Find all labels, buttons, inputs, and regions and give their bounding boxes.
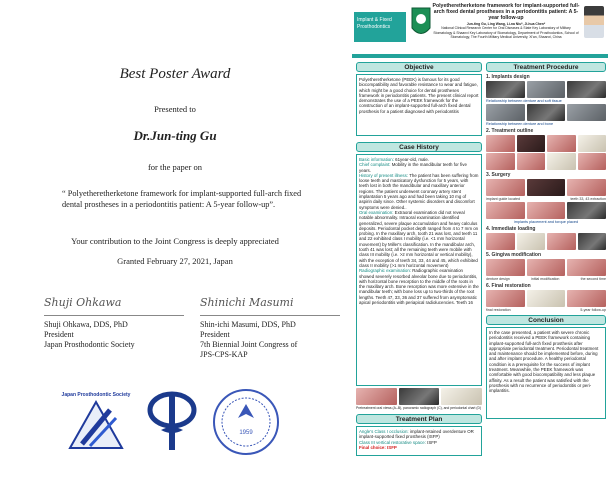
step-3-image bbox=[567, 179, 606, 196]
case-photo bbox=[356, 388, 397, 405]
step-5-caption-b: initial modification bbox=[531, 277, 560, 281]
poster-authors bbox=[432, 22, 580, 40]
step-4-image bbox=[547, 233, 576, 250]
step-2-images-b bbox=[486, 153, 606, 170]
step-6-image bbox=[486, 290, 525, 307]
signatory-2-org2: JPS-CPS-KAP bbox=[200, 350, 248, 359]
case-history-heading: Case History bbox=[356, 142, 482, 152]
step-2-image bbox=[547, 153, 576, 170]
case-figure-strip bbox=[356, 388, 482, 405]
for-paper-line: for the paper on bbox=[147, 162, 203, 172]
step-4-image bbox=[578, 233, 607, 250]
step-1-caption-b: Relationship between denture and bone bbox=[486, 122, 554, 126]
oral-exam: Extraoral examination did not reveal notable abnormality. Intraoral examination identified generalized, severe plaque accumulation and heavy calculus deposits. Periodontal pocket depth ranged from 4 to 7 mm on probing. In the maxillary arch, tooth 21 was lost, and teeth 11 and 22 exhibited class I mobility (i.e. <1 mm horizontal movement) by Miller's classification. In the mandibular arch, tooth 41 was lost; all the remaining teeth were mobile with class III mobility (i.e. >2 mm horizontal or vertical mobility), with the exception of teeth 34, 33, 44 and 45, which exhibited class II mobility (>1 mm horizontal movement) bbox=[359, 209, 479, 268]
emblem-wing bbox=[161, 427, 183, 433]
certificate-title: Best Poster Award bbox=[119, 66, 231, 82]
granted-date: Granted February 27, 2021, Japan bbox=[117, 256, 233, 266]
step-3-image bbox=[527, 202, 566, 219]
conclusion-text: In the case presented, a patient with severe chronic periodontitis received a PEEK framework containing implant-supported full-arch fixed prosthesis after appropriate periodontal treatment. Periodontal treatment and maintenance should be implemented before, during and after implant procedure. A healthy periodontal condition is a prerequisite for the success of implant treatment. Meanwhile, the PEEK framework was comfortable with good biocompatibility and less plaque affinity. As a result the patient was satisfied with the prosthesis with no recurrence of periodontitis or peri-implantitis. bbox=[486, 327, 606, 419]
recipient-name: Dr.Jun-ting Gu bbox=[133, 128, 217, 143]
emblem-logo bbox=[145, 390, 200, 454]
poster-left-column bbox=[356, 62, 482, 456]
plan-class3-text: ISFP bbox=[427, 439, 437, 445]
step-3-caption-c: implants placement and torque placed bbox=[513, 220, 579, 224]
author-photo bbox=[584, 6, 604, 38]
case-chart bbox=[441, 388, 482, 405]
emblem-staff bbox=[169, 394, 175, 450]
signatory-2-org: 7th Biennial Joint Congress of bbox=[200, 340, 298, 349]
signatory-2-name: Shin-ichi Masumi, DDS, PhD bbox=[200, 320, 296, 329]
step-5-image bbox=[486, 259, 525, 276]
step-6-images bbox=[486, 290, 606, 307]
plan-class-text: implant-retained overdenture OR implant-supported fixed prosthesis (ISFP) bbox=[359, 429, 474, 440]
step-2-image bbox=[517, 153, 546, 170]
poster-right-column bbox=[486, 62, 606, 419]
step-3-image bbox=[567, 202, 606, 219]
step-1-images-b bbox=[486, 104, 606, 121]
jps-logo bbox=[60, 388, 132, 456]
step-1-caption-a: Relationship between denture and soft tissue bbox=[486, 99, 562, 103]
step-6-title: 6. Final restoration bbox=[486, 283, 531, 289]
signatory-1-role: President bbox=[44, 330, 74, 339]
present-illness-label: History of present illness: bbox=[359, 172, 409, 178]
case-xray bbox=[399, 388, 440, 405]
present-illness: The patient has been suffering from loose teeth and masticatory dysfunction for 5 years, with teeth lost in both the mandibular and maxillary anterior regions. The patient underwent coronary artery stent implantation 5 years ago and had been taking 10 mg of aspirin daily since. Other systemic disorders and discomfort symptoms were denied.. bbox=[359, 172, 479, 210]
seal-year: 1959 bbox=[239, 430, 253, 436]
treatment-plan-text bbox=[356, 426, 482, 456]
signatory-1 bbox=[44, 298, 184, 350]
step-3-title: 3. Surgery bbox=[486, 172, 511, 178]
step-6-caption-a: final restoration bbox=[486, 308, 511, 312]
step-1-image bbox=[486, 81, 525, 98]
step-1-image bbox=[567, 81, 606, 98]
step-1-image bbox=[567, 104, 606, 121]
step-2-image bbox=[486, 135, 515, 152]
step-3-caption-a: implant guide located bbox=[486, 197, 520, 201]
emblem-center bbox=[416, 14, 426, 24]
radiographic-exam-label: Radiographic examination: bbox=[359, 268, 411, 274]
chief-complaint-label: Chief complaint: bbox=[359, 162, 391, 168]
step-5-image bbox=[527, 259, 566, 276]
step-5-captions bbox=[486, 277, 606, 281]
objective-text: Polyetheretherketone (PEEK) is famous for its good biocompatibility and favorable resistance to wear and fatigue, which might be a good choice for dental prostheses framework in periodontitis patients. The present clinical report demonstrates the use of a PEEK framework for the construction of an implant-supported full-arch fixed dental prosthesis for a patient diagnosed with periodontitis bbox=[356, 74, 482, 136]
society-seal bbox=[212, 388, 280, 456]
step-2-image bbox=[578, 135, 607, 152]
step-1-image bbox=[527, 104, 566, 121]
step-2-image bbox=[547, 135, 576, 152]
step-2-image bbox=[486, 153, 515, 170]
step-3-caption-b: teeth 33, 43 extraction bbox=[570, 197, 606, 201]
step-5-caption-a: denture design bbox=[486, 277, 510, 281]
step-4-image bbox=[517, 233, 546, 250]
plan-class3-label: Class III vertical restorative space: bbox=[359, 439, 426, 445]
signatory-2 bbox=[200, 298, 340, 360]
step-3-captions bbox=[486, 197, 606, 201]
case-history-text bbox=[356, 154, 482, 386]
chief-complaint: Mobility in the mandibular teeth for five years. bbox=[359, 162, 467, 173]
basic-info-label: Basic information: bbox=[359, 157, 394, 162]
step-1-title: 1. Implants design bbox=[486, 74, 530, 80]
procedure-heading: Treatment Procedure bbox=[486, 62, 606, 72]
step-5-caption-c: the second time bbox=[580, 277, 606, 281]
objective-heading: Objective bbox=[356, 62, 482, 72]
step-3-image bbox=[527, 179, 566, 196]
step-1-image bbox=[486, 104, 525, 121]
poster-header bbox=[352, 0, 608, 56]
step-2-images bbox=[486, 135, 606, 152]
conclusion-heading: Conclusion bbox=[486, 315, 606, 325]
step-3-images-b bbox=[486, 202, 606, 219]
step-3-image bbox=[486, 202, 525, 219]
step-6-image bbox=[527, 290, 566, 307]
signature-2: Shinichi Masumi bbox=[200, 298, 340, 316]
jps-logo-text: Japan Prosthodontic Society bbox=[61, 392, 131, 398]
step-6-caption-b: 5-year follow-up bbox=[580, 308, 606, 312]
presented-to: Presented to bbox=[154, 104, 196, 114]
step-2-title: 2. Treatment outline bbox=[486, 128, 534, 134]
step-1-images bbox=[486, 81, 606, 98]
poster-author-names: Jun-ting Gu, Ling Wang, Li-na Niu*, Ji-hua Chen* bbox=[466, 22, 546, 26]
step-4-image bbox=[486, 233, 515, 250]
poster-category-tag: Implant & Fixed Prosthodontics bbox=[354, 12, 406, 42]
step-6-captions bbox=[486, 308, 606, 312]
signatory-1-org: Japan Prosthodontic Society bbox=[44, 340, 135, 349]
plan-final-choice: Final choice: ISFP bbox=[359, 444, 397, 450]
university-emblem-icon bbox=[410, 6, 432, 40]
appreciation-line: Your contribution to the Joint Congress is deeply appreciated bbox=[71, 236, 279, 246]
step-5-images bbox=[486, 259, 606, 276]
signatory-2-role: President bbox=[200, 330, 230, 339]
research-poster bbox=[352, 0, 608, 503]
paper-title: “ Polyetheretherketone framework for implant-supported full-arch fixed dental prostheses in a periodontitis patient: A 5-year follow-up”. bbox=[62, 189, 302, 209]
treatment-plan-heading: Treatment Plan bbox=[356, 414, 482, 424]
step-2-image bbox=[517, 135, 546, 152]
header-band bbox=[352, 54, 608, 58]
radiographic-exam: Radiographic examination showed severely resorbed alveolar bone due to periodontitis, with horizontal bone resorption to the middle of the roots in the maxillary arch. Bone resorption was more extensive in the mandibular teeth; with bone loss up to two-thirds of the root lengths. Teeth 47, 33, 36 and 37 suffered from asymptomatic apical periodontitis with periapical radiolucencies. Teeth 16 bbox=[359, 268, 479, 306]
step-3-image bbox=[486, 179, 525, 196]
step-1-image bbox=[527, 81, 566, 98]
step-4-title: 4. Immediate loading bbox=[486, 226, 536, 232]
signature-1: Shuji Ohkawa bbox=[44, 298, 184, 316]
step-3-images bbox=[486, 179, 606, 196]
step-2-image bbox=[578, 153, 607, 170]
case-figure-caption: Pretreatment oral views (A–B), panoramic radiograph (C), and periodontal chart (D) bbox=[356, 406, 482, 410]
basic-info: 61year-old, male. bbox=[395, 157, 430, 162]
signatory-1-name: Shuji Ohkawa, DDS, PhD bbox=[44, 320, 128, 329]
seal-outer-ring bbox=[214, 390, 278, 454]
poster-title: Polyetheretherketone framework for implant-supported full-arch fixed dental prostheses in a periodontitis patient: A 5-year follow-up bbox=[432, 3, 580, 21]
step-6-image bbox=[567, 290, 606, 307]
oral-exam-label: Oral examination: bbox=[359, 209, 394, 215]
step-5-title: 5. Gingiva modification bbox=[486, 252, 542, 258]
plan-class-label: Angle's Class I occlusion: bbox=[359, 429, 409, 434]
step-4-images bbox=[486, 233, 606, 250]
poster-affiliation: National Clinical Research Center for Oral Diseases & State Key Laboratory of Military Stomatology & Shaanxi Key Laboratory of Stomatology, Department of Prosthodontics, School of Stomatology, The Fourth Military Medical University, Xi'an, Shaanxi, China bbox=[433, 26, 579, 40]
step-5-image bbox=[567, 259, 606, 276]
